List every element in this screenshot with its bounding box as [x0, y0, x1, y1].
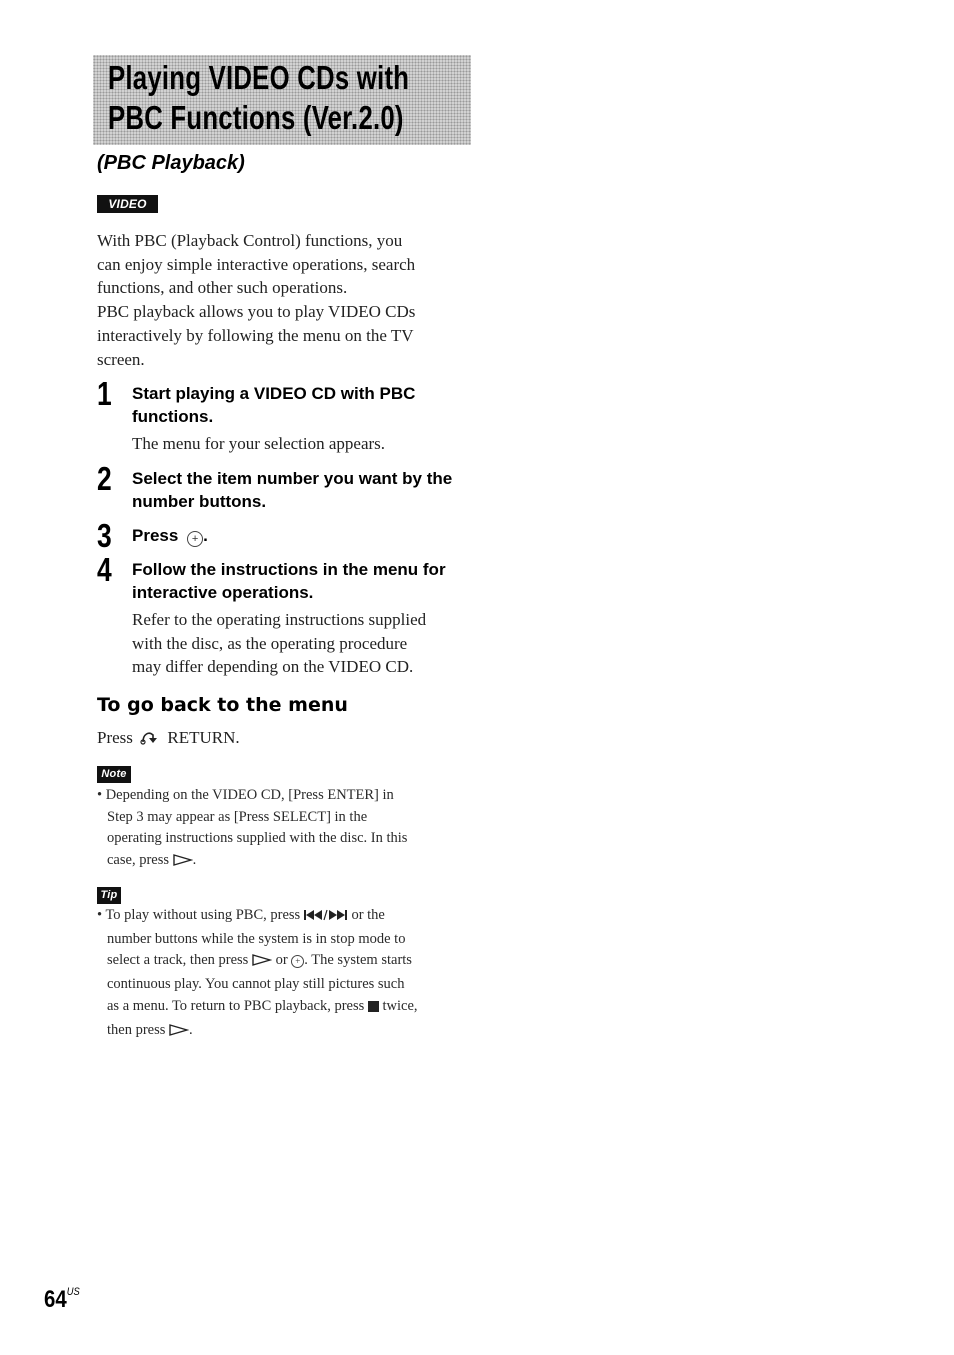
step-desc-line: with the disc, as the operating procedure	[132, 633, 408, 653]
tip-line-text: or the	[351, 907, 385, 923]
step-desc-line: Refer to the operating instructions supplied	[132, 610, 427, 629]
intro-line: With PBC (Playback Control) functions, you	[97, 231, 403, 250]
tip-line	[97, 950, 469, 974]
return-arrow-icon	[139, 728, 161, 752]
step-title	[132, 383, 477, 428]
enter-button-icon: +	[291, 955, 304, 968]
tip-line-text: or	[275, 952, 288, 969]
step-number: 4	[97, 551, 112, 588]
tip-line	[97, 1020, 469, 1044]
step-number: 1	[97, 375, 112, 412]
tip-line: continuous play. You cannot play still pictures such	[107, 976, 405, 993]
step-title-suffix: .	[203, 526, 208, 545]
page-number	[44, 1286, 80, 1314]
step-description	[132, 608, 477, 679]
page-title-line-1: Playing VIDEO CDs with	[108, 59, 410, 96]
step-title	[132, 525, 477, 548]
note-badge: Note	[97, 766, 131, 783]
intro-line: screen.	[97, 349, 145, 369]
play-icon	[169, 1022, 189, 1044]
step-title-line: functions.	[132, 406, 214, 426]
return-text-suffix: RETURN.	[167, 728, 240, 747]
page-number-value: 64	[44, 1286, 67, 1313]
tip-line-text: then press	[107, 1021, 166, 1038]
step-number: 2	[97, 460, 112, 497]
intro-paragraph	[97, 229, 472, 371]
play-icon	[252, 952, 272, 974]
stop-icon	[368, 998, 379, 1020]
tip-line-text: as a menu. To return to PBC playback, press	[107, 997, 365, 1014]
intro-line: PBC playback allows you to play VIDEO CDs	[97, 302, 416, 322]
step-title-line: number buttons.	[132, 491, 267, 511]
tip-line-text: twice,	[382, 997, 418, 1014]
tip-line-text: select a track, then press	[107, 952, 249, 969]
tip-line-text: .	[189, 1021, 193, 1038]
note-line: Step 3 may appear as [Press SELECT] in the	[107, 808, 368, 825]
step-title-line: Follow the instructions in the menu for	[132, 560, 446, 579]
page-subtitle: (PBC Playback)	[97, 152, 245, 174]
step-desc-line: may differ depending on the VIDEO CD.	[132, 657, 414, 677]
tip-line: number buttons while the system is in stop mode to	[107, 930, 406, 947]
step-description: The menu for your selection appears.	[132, 434, 386, 453]
step-title-line: interactive operations.	[132, 582, 314, 602]
tip-line-text: . The system starts	[304, 952, 412, 969]
step-title	[132, 468, 477, 513]
step-title-line: Start playing a VIDEO CD with PBC	[132, 384, 416, 403]
page-title-line-2: PBC Functions (Ver.2.0)	[108, 99, 404, 136]
video-cd-badge: VIDEO CD	[97, 195, 158, 213]
skip-previous-next-icon	[304, 907, 348, 929]
intro-line: can enjoy simple interactive operations, search	[97, 254, 416, 274]
intro-line: functions, and other such operations.	[97, 278, 348, 298]
return-instruction	[97, 726, 240, 752]
tip-line	[97, 905, 469, 929]
note-line-suffix: .	[192, 852, 197, 869]
note-line	[97, 850, 469, 874]
enter-button-icon: +	[187, 531, 203, 547]
tip-line-text: • To play without using PBC, press	[97, 907, 301, 923]
intro-line: interactively by following the menu on the TV	[97, 325, 414, 345]
step-title-line: Select the item number you want by the	[132, 469, 453, 488]
return-text-prefix: Press	[97, 728, 133, 747]
page-title	[108, 58, 410, 138]
play-icon	[173, 852, 193, 874]
section-heading-back-to-menu: To go back to the menu	[97, 694, 348, 716]
note-line: operating instructions supplied with the disc. In this	[107, 830, 408, 847]
note-line: • Depending on the VIDEO CD, [Press ENTER] in	[97, 787, 394, 803]
step-title-text: Press	[132, 526, 179, 545]
page-number-suffix: US	[66, 1286, 80, 1298]
note-line-text: case, press	[107, 852, 170, 869]
tip-line	[97, 996, 469, 1020]
step-title	[132, 559, 477, 604]
tip-badge: Tip	[97, 887, 121, 904]
tip-text	[97, 905, 469, 1043]
step-number: 3	[97, 517, 112, 554]
note-text	[97, 785, 469, 874]
